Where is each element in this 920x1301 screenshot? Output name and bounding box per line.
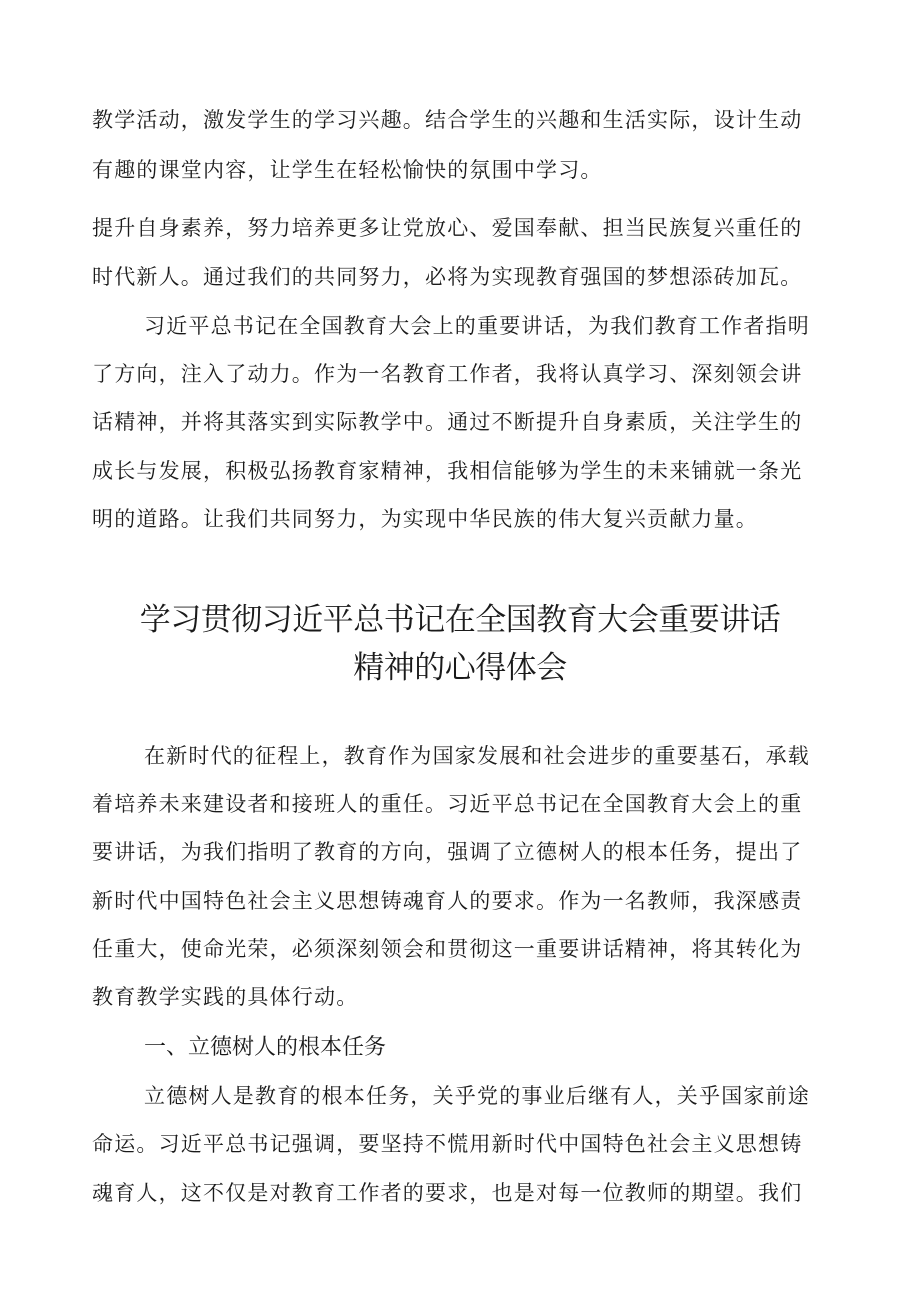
body-line: 要讲话，为我们指明了教育的方向，强调了立德树人的根本任务，提出了 xyxy=(92,840,803,864)
body-line: 立德树人是教育的根本任务，关乎党的事业后继有人，关乎国家前途 xyxy=(144,1084,810,1108)
body-line: 新时代中国特色社会主义思想铸魂育人的要求。作为一名教师，我深感责 xyxy=(92,889,803,913)
body-line: 提升自身素养，努力培养更多让党放心、爱国奉献、担当民族复兴重任的 xyxy=(92,216,803,240)
body-line: 时代新人。通过我们的共同努力，必将为实现教育强国的梦想添砖加瓦。 xyxy=(92,265,803,289)
body-line: 魂育人，这不仅是对教育工作者的要求，也是对每一位教师的期望。我们 xyxy=(92,1181,803,1205)
article-title-line-2: 精神的心得体会 xyxy=(353,650,567,686)
body-line: 明的道路。让我们共同努力，为实现中华民族的伟大复兴贡献力量。 xyxy=(92,507,758,531)
body-line: 命运。习近平总书记强调，要坚持不慌用新时代中国特色社会主义思想铸 xyxy=(92,1132,803,1156)
body-line: 习近平总书记在全国教育大会上的重要讲话，为我们教育工作者指明 xyxy=(144,314,810,338)
body-line: 了方向，注入了动力。作为一名教育工作者，我将认真学习、深刻领会讲 xyxy=(92,362,803,386)
body-line: 在新时代的征程上，教育作为国家发展和社会进步的重要基石，承载 xyxy=(144,744,810,768)
body-line: 成长与发展，积极弘扬教育家精神，我相信能够为学生的未来铺就一条光 xyxy=(92,459,803,483)
body-line: 教育教学实践的具体行动。 xyxy=(92,985,359,1009)
body-line: 教学活动，激发学生的学习兴趣。结合学生的兴趣和生活实际，设计生动 xyxy=(92,108,803,132)
body-line: 着培养未来建设者和接班人的重任。习近平总书记在全国教育大会上的重 xyxy=(92,792,803,816)
body-line: 有趣的课堂内容，让学生在轻松愉快的氛围中学习。 xyxy=(92,158,603,182)
article-title-line-1: 学习贯彻习近平总书记在全国教育大会重要讲话 xyxy=(139,602,781,638)
section-heading: 一、立德树人的根本任务 xyxy=(144,1035,387,1060)
body-line: 任重大，使命光荣，必须深刻领会和贯彻这一重要讲话精神，将其转化为 xyxy=(92,937,803,961)
body-line: 话精神，并将其落实到实际教学中。通过不断提升自身素质，关注学生的 xyxy=(92,410,803,434)
